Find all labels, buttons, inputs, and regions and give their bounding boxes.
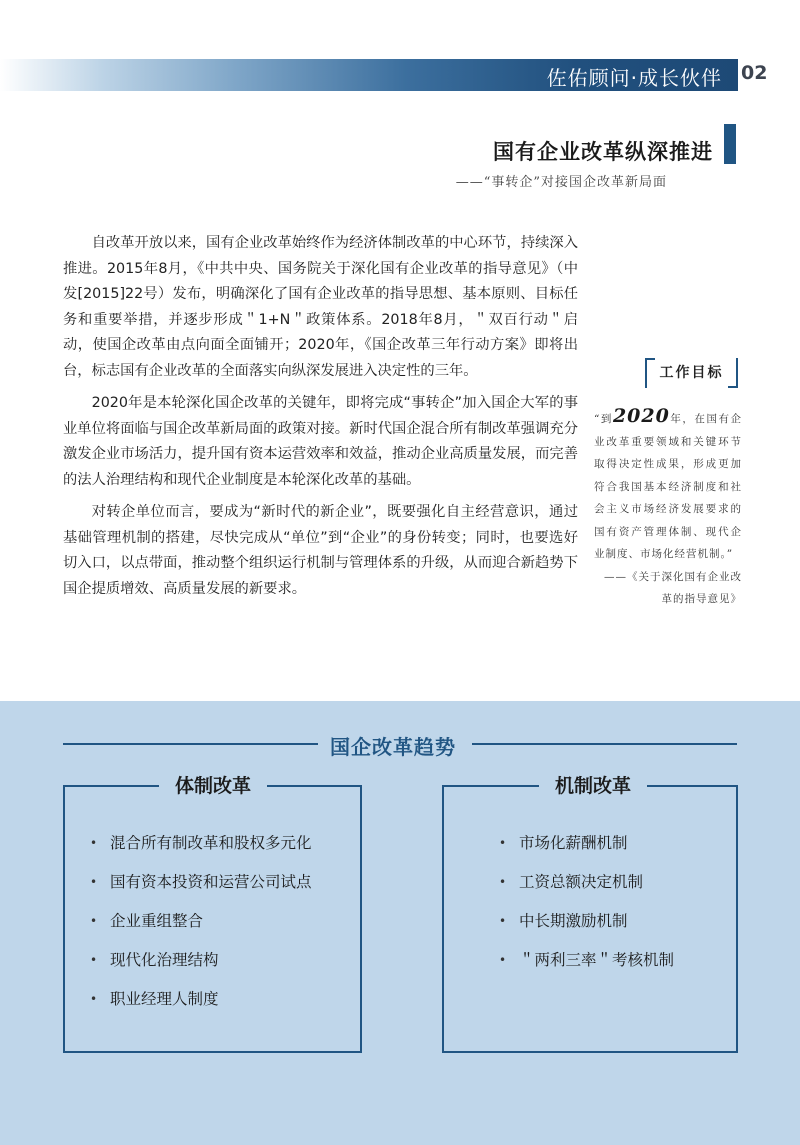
quote-body: 年，在国有企业改革重要领域和关键环节取得决定性成果，形成更加符合我国基本经济制度和社会主义市场经济发展要求的国有资产管理体制、现代企业制度、市场化经营机制。” — [594, 413, 743, 560]
list-item: • 市场化薪酬机制 — [499, 832, 674, 871]
header-band-title: 佐佑顾问·成长伙伴 — [546, 66, 722, 90]
trends-title: 国企改革趋势 — [330, 735, 456, 759]
quote-year: 2020 — [612, 405, 670, 427]
quote-source: ——《关于深化国有企业改革的指导意见》 — [604, 570, 742, 605]
list-item: • 企业重组整合 — [90, 910, 312, 949]
article-title: 国有企业改革纵深推进 — [493, 140, 713, 164]
list-item: • 国有资本投资和运营公司试点 — [90, 871, 312, 910]
side-quote — [594, 405, 742, 611]
quote-open: “到 — [594, 413, 613, 425]
body-paragraph: 2020年是本轮深化国企改革的关键年，即将完成“事转企”加入国企大军的事业单位将面临与国企改革新局面的政策对接。新时代国企混合所有制改革强调充分激发企业市场活力，提升国有资本运营效率和效益，推动企业高质量发展，而完善的法人治理结构和现代企业制度是本轮深化改革的基础。 — [63, 395, 578, 488]
mechanism-reform-box — [442, 775, 738, 1053]
reform-trends-panel — [0, 701, 800, 1145]
page-number: 02 — [741, 62, 768, 84]
list-item: • 混合所有制改革和股权多元化 — [90, 832, 312, 871]
list-item: • 现代化治理结构 — [90, 949, 312, 988]
work-goal-label: 工作目标 — [659, 365, 724, 381]
title-accent-bar — [724, 124, 736, 164]
list-item: • ＂两利三率＂考核机制 — [499, 949, 674, 988]
system-reform-list — [90, 832, 312, 1027]
list-item: • 工资总额决定机制 — [499, 871, 674, 910]
title-rule-right — [472, 743, 737, 745]
header-band — [0, 59, 738, 91]
mechanism-reform-list — [499, 832, 674, 988]
mechanism-reform-title: 机制改革 — [539, 771, 647, 798]
list-item: • 职业经理人制度 — [90, 988, 312, 1027]
list-item: • 中长期激励机制 — [499, 910, 674, 949]
title-rule-left — [63, 743, 318, 745]
article-subtitle: ——“事转企”对接国企改革新局面 — [455, 175, 667, 190]
system-reform-title: 体制改革 — [159, 771, 267, 798]
body-paragraph: 对转企单位而言，要成为“新时代的新企业”，既要强化自主经营意识，通过基础管理机制的搭建，尽快完成从“单位”到“企业”的身份转变；同时，也要选好切入口，以点带面，推动整个组织运行机制与管理体系的升级，从而迎合新趋势下国企提质增效、高质量发展的新要求。 — [63, 504, 578, 597]
body-paragraph: 自改革开放以来，国有企业改革始终作为经济体制改革的中心环节，持续深入推进。2015年8月，《中共中央、国务院关于深化国有企业改革的指导意见》（中发[2015]22号）发布，明确深化了国有企业改革的指导思想、基本原则、目标任务和重要举措，并逐步形成＂1+N＂政策体系。2018年8月，＂双百行动＂启动，使国企改革由点向面全面铺开；2020年，《国企改革三年行动方案》即将出台，标志国有企业改革的全面落实向纵深发展进入决定性的三年。 — [63, 235, 578, 379]
system-reform-box — [63, 775, 362, 1053]
article-body — [63, 231, 578, 609]
